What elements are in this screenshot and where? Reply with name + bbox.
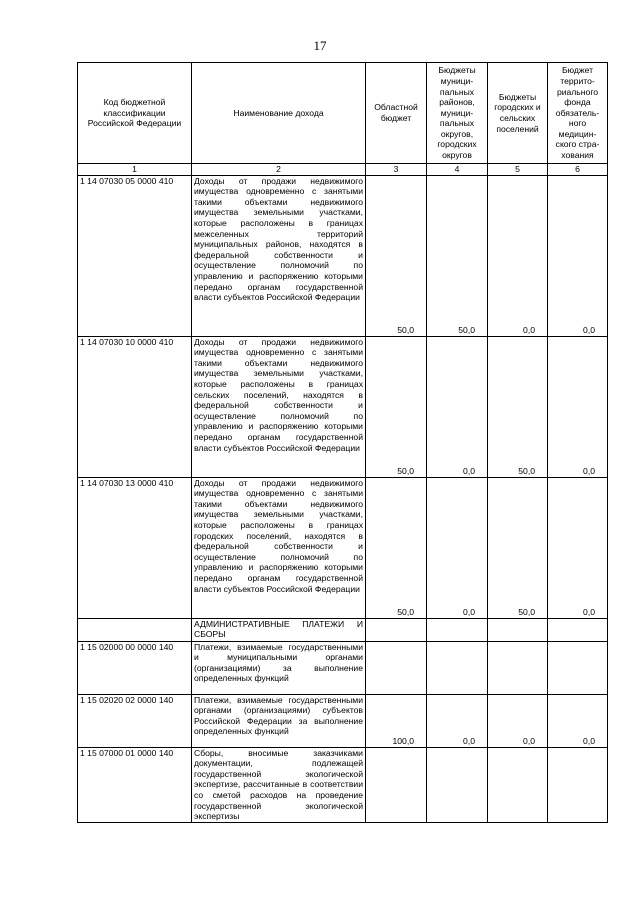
column-number: 4: [427, 164, 488, 176]
row-regional: [366, 618, 427, 641]
row-settlements: 50,0: [488, 477, 548, 618]
row-regional: [366, 641, 427, 694]
row-ffoms: 0,0: [548, 477, 608, 618]
row-settlements: [488, 747, 548, 822]
row-ffoms: [548, 618, 608, 641]
row-name: Доходы от продажи недвижимого имущества одновременно с занятыми такими объектами недвижимого имущества земельными участками, которые расположены в границах городских поселений, находятся в федеральной собственности и осуществление полномочий по управлению и распоряжению которыми передано органам государственной власти субъектов Российской Федерации: [192, 477, 366, 618]
row-municipal: 0,0: [427, 477, 488, 618]
column-number: 6: [548, 164, 608, 176]
header-code: Код бюджетной классификации Российской Федерации: [78, 63, 192, 164]
table-header-row: [78, 63, 608, 164]
table-row: [78, 747, 608, 822]
row-code: 1 14 07030 13 0000 410: [78, 477, 192, 618]
header-municipal: Бюджеты муници-пальных районов, муници-пальных округов, городских округов: [427, 63, 488, 164]
row-settlements: [488, 641, 548, 694]
column-number-row: [78, 164, 608, 176]
row-code: [78, 618, 192, 641]
table-row: [78, 694, 608, 747]
table-row: [78, 641, 608, 694]
header-name: Наименование дохода: [192, 63, 366, 164]
header-ffoms: Бюджет террито-риального фонда обязатель-ного медицин-ского стра-хования: [548, 63, 608, 164]
revenue-table: [77, 62, 608, 823]
column-number: 5: [488, 164, 548, 176]
column-number: 1: [78, 164, 192, 176]
row-code: 1 15 07000 01 0000 140: [78, 747, 192, 822]
row-municipal: 0,0: [427, 694, 488, 747]
row-name: Сборы, вносимые заказчиками документации, подлежащей государственной экологической экспертизе, рассчитанные в соответствии со сметой расходов на проведение государственной экологической экспертизы: [192, 747, 366, 822]
row-regional: 100,0: [366, 694, 427, 747]
table-row: [78, 477, 608, 618]
row-ffoms: 0,0: [548, 694, 608, 747]
row-municipal: 0,0: [427, 336, 488, 477]
column-number: 2: [192, 164, 366, 176]
table-row: [78, 175, 608, 336]
row-code: 1 14 07030 05 0000 410: [78, 175, 192, 336]
row-municipal: [427, 641, 488, 694]
row-settlements: 0,0: [488, 175, 548, 336]
row-settlements: 50,0: [488, 336, 548, 477]
row-municipal: 50,0: [427, 175, 488, 336]
row-regional: 50,0: [366, 336, 427, 477]
row-settlements: 0,0: [488, 694, 548, 747]
row-municipal: [427, 747, 488, 822]
page-number: 17: [313, 38, 327, 53]
row-municipal: [427, 618, 488, 641]
table-row: [78, 336, 608, 477]
row-name: Платежи, взимаемые государственными органами (организациями) субъектов Российской Федерации за выполнение определенных функций: [192, 694, 366, 747]
row-name: Доходы от продажи недвижимого имущества одновременно с занятыми такими объектами недвижимого имущества земельными участками, которые расположены в границах межселенных территорий муниципальных районов, находятся в федеральной собственности и осуществление полномочий по управлению и распоряжению которыми передано органам государственной власти субъектов Российской Федерации: [192, 175, 366, 336]
row-code: 1 15 02020 02 0000 140: [78, 694, 192, 747]
row-ffoms: [548, 747, 608, 822]
row-settlements: [488, 618, 548, 641]
row-code: 1 15 02000 00 0000 140: [78, 641, 192, 694]
row-ffoms: 0,0: [548, 175, 608, 336]
column-number: 3: [366, 164, 427, 176]
row-ffoms: 0,0: [548, 336, 608, 477]
row-ffoms: [548, 641, 608, 694]
table-row-section: [78, 618, 608, 641]
header-settlements: Бюджеты городских и сельских поселений: [488, 63, 548, 164]
row-regional: 50,0: [366, 175, 427, 336]
row-regional: [366, 747, 427, 822]
row-code: 1 14 07030 10 0000 410: [78, 336, 192, 477]
row-name: Платежи, взимаемые государственными и муниципальными органами (организациями) за выполнение определенных функций: [192, 641, 366, 694]
row-name: АДМИНИСТРАТИВНЫЕ ПЛАТЕЖИ И СБОРЫ: [192, 618, 366, 641]
header-regional: Областной бюджет: [366, 63, 427, 164]
row-name: Доходы от продажи недвижимого имущества одновременно с занятыми такими объектами недвижимого имущества земельными участками, которые расположены в границах сельских поселений, находятся в федеральной собственности и осуществление полномочий по управлению и распоряжению которыми передано органам государственной власти субъектов Российской Федерации: [192, 336, 366, 477]
row-regional: 50,0: [366, 477, 427, 618]
